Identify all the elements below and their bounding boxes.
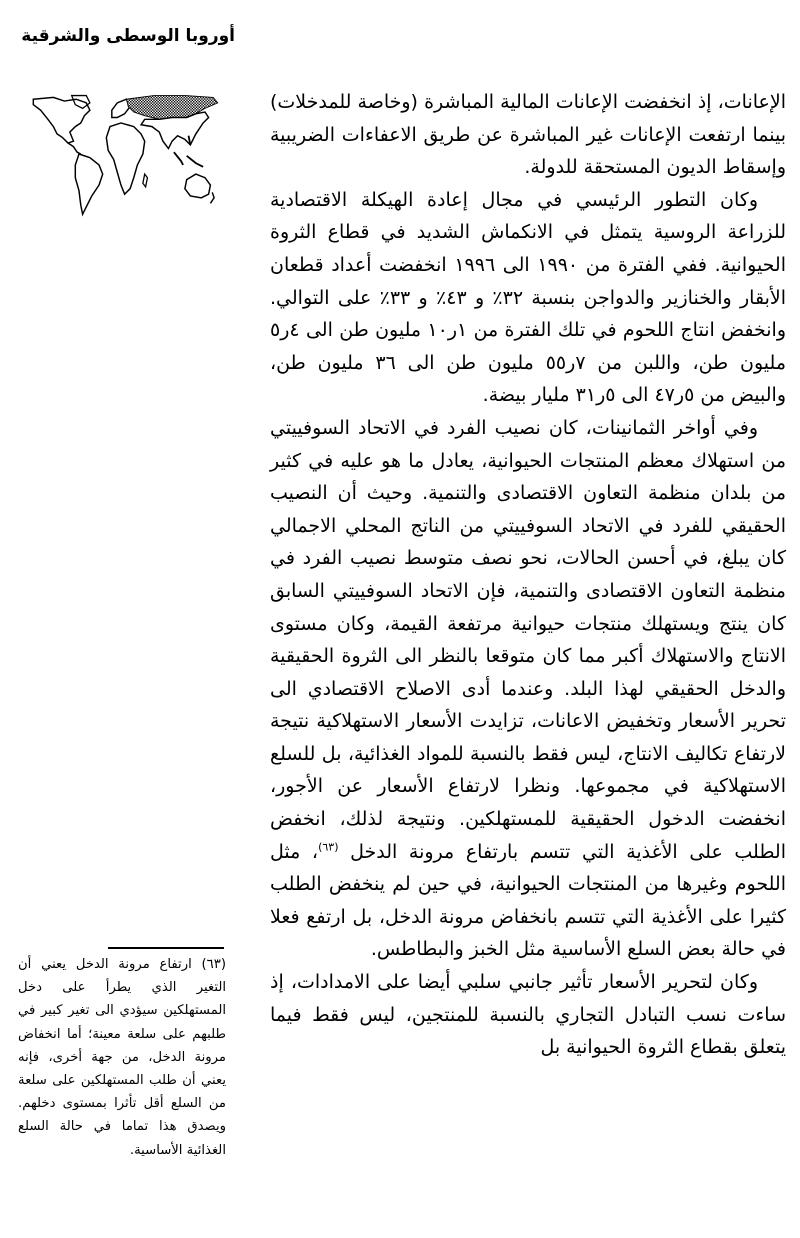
central-america-shape xyxy=(68,143,81,154)
footnote-body: ارتفاع مرونة الدخل يعني أن التغير الذي يطرأ على دخل المستهلكين سيؤدي الى تغير كبير في طلبهم على سلعة معينة؛ أما انخفاض مرونة الدخل، من جهة أخرى، فإنه يعني أن طلب المستهلكين على سلعة من السلع أقل تأثرا بمستوى دخلهم. ويصدق هذا تماما في حالة السلع الغذائية الأساسية. xyxy=(18,957,226,1158)
footnote xyxy=(18,953,226,1162)
footnote-text xyxy=(18,953,226,1162)
paragraph-consumption-part1: وفي أواخر الثمانينات، كان نصيب الفرد في الاتحاد السوفييتي من استهلاك معظم المنتجات الحيوانية، يعادل ما هو عليه في كثير من بلدان منظمة التعاون الاقتصادى والتنمية. وحيث أن النصيب الحقيقي للفرد في الاتحاد السوفييتي من الناتج المحلي الاجمالي كان يبلغ، في أحسن الحالات، نحو نصف متوسط نصيب الفرد في منظمة التعاون الاقتصادى والتنمية، فإن الاتحاد السوفييتي السابق كان ينتج ويستهلك منتجات حيوانية مرتفعة القيمة، وكان مستوى الانتاج والاستهلاك أكبر مما كان متوقعا بالنظر الى الثروة الحقيقية والدخل الحقيقي لهذا البلد. وعندما أدى الاصلاح الاقتصادي الى تحرير الأسعار وتخفيض الاعانات، تزايدت الأسعار الاستهلاكية نتيجة لارتفاع تكاليف الانتاج، ليس فقط بالنسبة للمواد الغذائية، بل للسلع الاستهلاكية في مجموعها. ونظرا لارتفاع الأسعار عن الأجور، انخفضت الدخول الحقيقية للمستهلكين. ونتيجة لذلك، انخفض الطلب على الأغذية التي تتسم بارتفاع مرونة الدخل xyxy=(270,416,787,863)
greenland-shape xyxy=(72,96,90,109)
north-america-shape xyxy=(33,97,90,143)
africa-shape xyxy=(106,123,144,194)
footnote-number: (٦٣) xyxy=(201,957,226,972)
world-map-icon xyxy=(26,86,236,222)
footnote-divider xyxy=(108,947,224,949)
new-zealand-shape xyxy=(210,192,214,203)
paragraph-price-liberalization: وكان لتحرير الأسعار تأثير جانبي سلبي أيضا على الامدادات، إذ ساءت نسب التبادل التجاري بالنسبة للمنتجين، ليس فقط فيما يتعلق بقطاع الثروة الحيوانية بل xyxy=(270,971,786,1059)
footnote-reference-link[interactable]: (٦٣) xyxy=(318,840,339,854)
paragraph-livestock-decline: وكان التطور الرئيسي في مجال إعادة الهيكلة الاقتصادية للزراعة الروسية يتمثل في الانكماش الشديد في قطاع الثروة الحيوانية. ففي الفترة من ١٩٩٠ الى ١٩٩٦ انخفضت أعداد قطعان الأبقار والخنازير والدواجن بنسبة ٣٢٪ و ٤٣٪ و ٣٣٪ على التوالي. وانخفض انتاج اللحوم في تلك الفترة من ١ر١٠ مليون طن الى ٤ر٥ مليون طن، واللبن من ٧ر٥٥ مليون طن الى ٣٦ مليون طن، والبيض من ٥ر٤٧ الى ٥ر٣١ مليار بيضة. xyxy=(270,188,787,407)
south-america-shape xyxy=(75,154,102,214)
madagascar-shape xyxy=(143,174,148,187)
section-title: أوروبا الوسطى والشرقية xyxy=(21,26,235,46)
paragraph-consumption-part2: ، مثل اللحوم وغيرها من المنتجات الحيوانية، في حين لم ينخفض الطلب كثيرا على الأغذية التي تتسم بانخفاض مرونة الدخل، بل ارتفع فعلا في حالة بعض السلع الأساسية مثل الخبز والبطاطس. xyxy=(270,840,786,961)
russia-highlighted-region xyxy=(126,96,217,120)
paragraph-subsidies: الإعانات، إذ انخفضت الإعانات المالية المباشرة (وخاصة للمدخلات) بينما ارتفعت الإعانات غير المباشرة عن طريق الاعفاءات الضريبية وإسقاط الديون المستحقة للدولة. xyxy=(270,91,786,179)
main-body-text xyxy=(270,86,786,1064)
paragraph-consumption xyxy=(270,412,786,966)
indonesia-shape xyxy=(174,152,203,167)
australia-shape xyxy=(185,174,211,198)
